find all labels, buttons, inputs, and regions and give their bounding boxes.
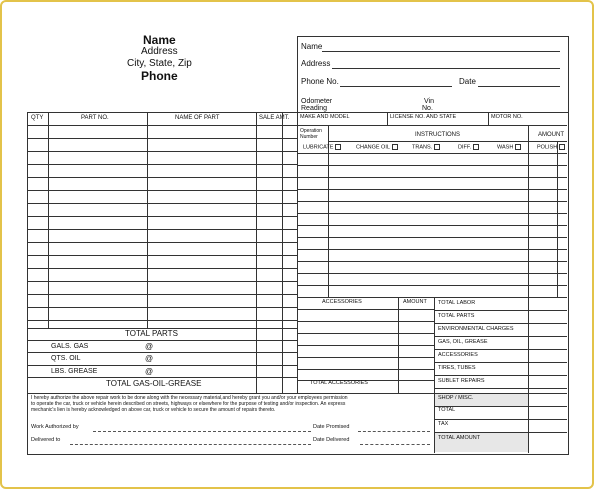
shop-address: Address xyxy=(141,46,178,57)
parts-row-line xyxy=(27,177,297,178)
instructions-label: INSTRUCTIONS xyxy=(415,132,460,138)
auth-text-1: I hereby authorize the above repair work to be done along with the necessary material,and hereby grant you and/or your employees permission xyxy=(31,395,348,401)
make-model-label: MAKE AND MODEL xyxy=(300,114,350,120)
totals-label: SUBLET REPAIRS xyxy=(438,378,485,384)
totals-row-line xyxy=(434,375,567,376)
parts-row-line xyxy=(27,377,297,378)
accessories-row-line xyxy=(297,345,434,346)
instructions-sub-line xyxy=(328,141,567,142)
accessories-header: ACCESSORIES xyxy=(322,299,362,305)
work-authorized-label: Work Authorized by xyxy=(31,424,79,430)
parts-row-line xyxy=(27,352,297,353)
totals-row-line xyxy=(434,419,567,420)
parts-row-line xyxy=(27,242,297,243)
number-label: Number xyxy=(300,134,318,140)
instruction-row-line xyxy=(297,273,567,274)
instruction-row-line xyxy=(297,189,567,190)
sale-amt-header: SALE AMT. xyxy=(259,115,290,121)
totals-label: SHOP / MISC. xyxy=(438,395,474,401)
totals-label: TOTAL PARTS xyxy=(438,313,475,319)
reading-label: Reading xyxy=(301,105,328,112)
vin-no-label: No. xyxy=(422,105,433,112)
delivered-to-line[interactable] xyxy=(70,444,311,445)
totals-label: TOTAL xyxy=(438,407,456,413)
totals-row-line xyxy=(434,406,567,407)
parts-row-line xyxy=(27,190,297,191)
totals-label: ENVIRONMENTAL CHARGES xyxy=(438,326,514,332)
totals-label: TOTAL AMOUNT xyxy=(438,435,481,441)
instruction-row-line xyxy=(297,225,567,226)
check-change-oil[interactable]: CHANGE OIL xyxy=(356,144,398,151)
accessories-col xyxy=(398,297,399,393)
parts-row-line xyxy=(27,151,297,152)
parts-row-line xyxy=(27,138,297,139)
operation-label: Operation xyxy=(300,128,322,134)
instructions-header-line xyxy=(297,153,567,154)
parts-col-partno xyxy=(147,112,148,328)
date-promised-line[interactable] xyxy=(358,431,430,432)
accessories-header-line xyxy=(297,309,434,310)
customer-address-line[interactable] xyxy=(332,68,560,69)
customer-date-line[interactable] xyxy=(478,86,560,87)
accessories-row-line xyxy=(297,321,434,322)
totals-row-line xyxy=(434,323,567,324)
license-label: LICENSE NO. AND STATE xyxy=(390,114,457,120)
customer-name-label: Name xyxy=(301,42,323,51)
parts-row-line xyxy=(27,268,297,269)
qts-oil-label: QTS. OIL xyxy=(51,355,81,362)
totals-label: ACCESSORIES xyxy=(438,352,478,358)
accessories-amount-header: AMOUNT xyxy=(403,299,427,305)
check-lubricate[interactable]: LUBRICATE xyxy=(303,144,341,151)
parts-row-line xyxy=(27,340,297,341)
amount-col-1 xyxy=(528,125,529,297)
parts-col-qty xyxy=(48,112,49,328)
parts-col-name xyxy=(256,112,257,393)
shop-phone: Phone xyxy=(141,69,178,83)
instruction-row-line xyxy=(297,249,567,250)
instruction-row-line xyxy=(297,285,567,286)
auth-text-3: mechanic's lien is hereby acknowledged on above car, truck or vehicle to secure the amount of repairs thereto. xyxy=(31,407,276,413)
authorization-top-line xyxy=(27,393,434,394)
totals-row-line xyxy=(434,432,567,433)
amount-label: AMOUNT xyxy=(538,132,564,138)
totals-row-line xyxy=(434,336,567,337)
date-delivered-label: Date Delivered xyxy=(313,437,350,443)
lbs-grease-label: LBS. GREASE xyxy=(51,368,98,375)
accessories-top-line xyxy=(297,297,567,298)
parts-row-line xyxy=(27,203,297,204)
instruction-row-line xyxy=(297,261,567,262)
qty-header: QTY xyxy=(31,115,44,121)
totals-row-line xyxy=(434,393,567,394)
instruction-row-line xyxy=(297,165,567,166)
accessories-row-line xyxy=(297,357,434,358)
customer-phone-line[interactable] xyxy=(340,86,452,87)
totals-row-line xyxy=(434,310,567,311)
totals-label: TOTAL LABOR xyxy=(438,300,476,306)
date-delivered-line[interactable] xyxy=(360,444,430,445)
instruction-row-line xyxy=(297,201,567,202)
totals-label: TIRES, TUBES xyxy=(438,365,476,371)
instruction-row-line xyxy=(297,213,567,214)
odometer-label: Odometer xyxy=(301,98,333,105)
vehicle-col-2 xyxy=(488,112,489,125)
shop-city-state-zip: City, State, Zip xyxy=(127,58,192,69)
auth-text-2: to operate the car, truck or vehicle herein described on streets, highways or elsewhere for the purpose of testing and/or inspection. An express xyxy=(31,401,346,407)
delivered-to-label: Delivered to xyxy=(31,437,61,443)
totals-row-line xyxy=(434,349,567,350)
shop-name: Name xyxy=(143,33,176,47)
motor-label: MOTOR NO. xyxy=(491,114,523,120)
gals-gas-label: GALS. GAS xyxy=(51,343,89,350)
accessories-row-line xyxy=(297,369,434,370)
parts-col-sale xyxy=(282,112,283,393)
parts-row-line xyxy=(27,307,297,308)
parts-row-line xyxy=(27,255,297,256)
parts-row-line xyxy=(27,164,297,165)
center-divider xyxy=(297,112,298,393)
total-accessories-label: TOTAL ACCESSORIES xyxy=(310,380,368,386)
vin-label: Vin xyxy=(424,98,434,105)
parts-row-line xyxy=(27,229,297,230)
instruction-row-line xyxy=(297,177,567,178)
check-wash[interactable]: WASH xyxy=(497,144,521,151)
total-gas-oil-grease-label: TOTAL GAS-OIL-GREASE xyxy=(106,379,202,388)
parts-row-line xyxy=(27,365,297,366)
totals-row-line xyxy=(434,362,567,363)
customer-phone-label: Phone No. xyxy=(301,77,339,86)
customer-address-label: Address xyxy=(301,59,331,68)
gals-at: @ xyxy=(145,342,154,351)
customer-name-line[interactable] xyxy=(322,51,560,52)
parts-row-line xyxy=(27,320,297,321)
qts-at: @ xyxy=(145,354,154,363)
name-of-part-header: NAME OF PART xyxy=(175,115,220,121)
vehicle-col-1 xyxy=(387,112,388,125)
vehicle-line xyxy=(297,125,567,126)
check-trans[interactable]: TRANS. xyxy=(412,144,440,151)
total-parts-label: TOTAL PARTS xyxy=(125,329,178,338)
customer-date-label: Date xyxy=(459,77,476,86)
instruction-row-line xyxy=(297,237,567,238)
date-promised-label: Date Promised xyxy=(313,424,350,430)
lbs-at: @ xyxy=(145,367,154,376)
check-polish[interactable]: POLISH xyxy=(537,144,565,151)
check-diff[interactable]: DIFF. xyxy=(458,144,479,151)
accessories-row-line xyxy=(297,333,434,334)
parts-row-line xyxy=(27,294,297,295)
totals-row-line xyxy=(434,388,567,389)
totals-label: GAS, OIL, GREASE xyxy=(438,339,488,345)
work-authorized-line[interactable] xyxy=(93,431,311,432)
parts-row-line xyxy=(27,281,297,282)
parts-row-line xyxy=(27,216,297,217)
part-no-header: PART NO. xyxy=(81,115,109,121)
totals-label: TAX xyxy=(438,421,449,427)
